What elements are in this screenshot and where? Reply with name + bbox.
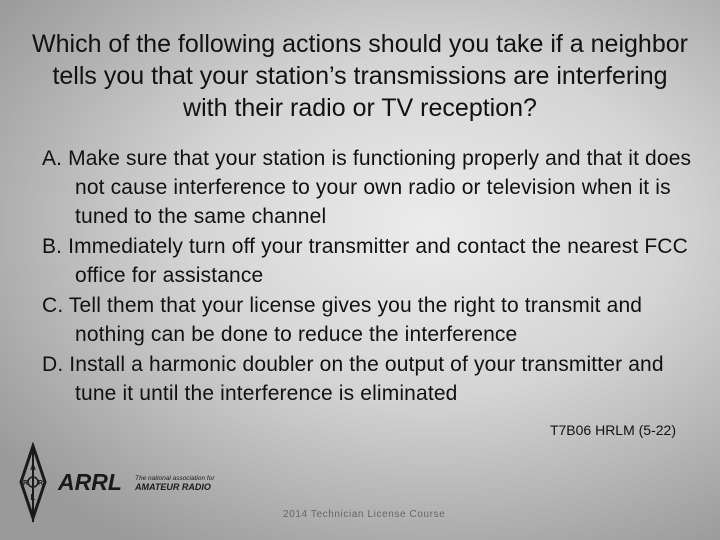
answer-d: D. Install a harmonic doubler on the output of your transmitter and tune it until the interference is eliminated <box>42 353 664 405</box>
logo-tagline-line1: The national association for <box>135 475 215 482</box>
diamond-letter-l: L <box>30 493 36 502</box>
arrl-logo <box>18 442 238 524</box>
diamond-letter-r1: R <box>22 480 29 487</box>
footer-course-title: 2014 Technician License Course <box>283 509 446 520</box>
answer-c: C. Tell them that your license gives you the right to transmit and nothing can be done to reduce the interference <box>42 294 643 346</box>
logo-tagline-line2: AMATEUR RADIO <box>135 482 211 492</box>
arrl-logo-graphic <box>18 442 238 524</box>
answer-b: B. Immediately turn off your transmitter and contact the nearest FCC office for assistance <box>42 235 688 287</box>
arrl-wordmark: ARRL <box>58 469 122 495</box>
question-reference: T7B06 HRLM (5-22) <box>549 422 676 438</box>
answer-a: A. Make sure that your station is functioning properly and that it does not cause interference to your own radio or television when it is tuned to the same channel <box>42 147 692 228</box>
answer-list <box>42 144 702 409</box>
diamond-letter-r2: R <box>37 480 44 487</box>
question-text: Which of the following actions should you take if a neighbor tells you that your station’s transmissions are interfering with their radio or TV reception? <box>32 30 688 122</box>
diamond-letter-a: A <box>30 463 36 472</box>
diamond-emblem-icon <box>21 444 45 522</box>
